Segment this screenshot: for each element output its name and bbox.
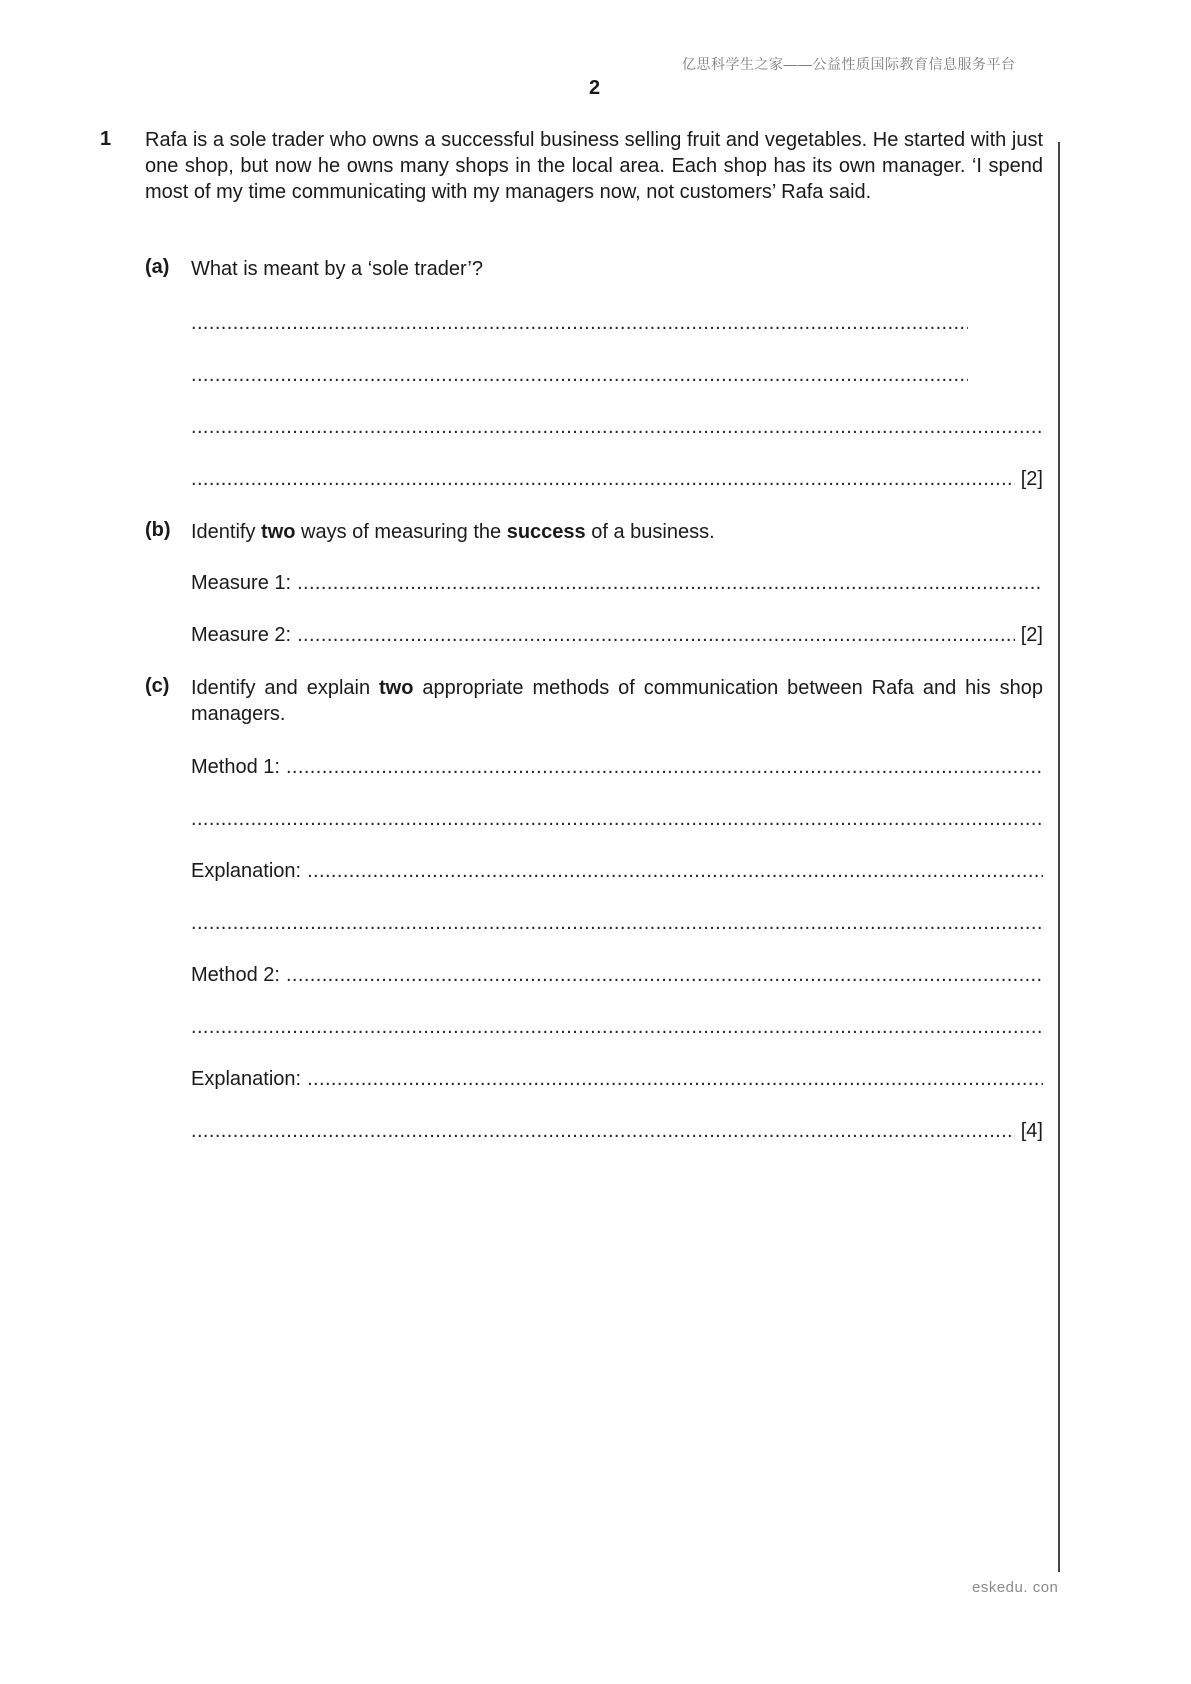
part-a-label: (a) <box>145 256 170 278</box>
header-watermark: 亿思科学生之家——公益性质国际教育信息服务平台 <box>682 56 1016 72</box>
question-stem: Rafa is a sole trader who owns a successful business selling fruit and vegetables. He started with just one shop, but now he owns many shops in the local area. Each shop has its own manager. ‘I spend most of my time communicating with my managers now, not customers’ Rafa said. <box>145 129 1043 203</box>
question-number: 1 <box>100 128 112 150</box>
explanation-1-label: Explanation: <box>191 860 302 882</box>
answer-line-a4[interactable] <box>191 467 1043 491</box>
measure-1-label: Measure 1: <box>191 572 292 594</box>
measure-2-label: Measure 2: <box>191 624 292 646</box>
measure-1-line[interactable] <box>191 571 1043 595</box>
footer-watermark: eskedu. con <box>972 1579 1059 1596</box>
part-b-marks: [2] <box>1020 624 1043 646</box>
page-number: 2 <box>589 77 601 99</box>
answer-line-a1[interactable] <box>191 311 968 335</box>
answer-line-a2[interactable] <box>191 363 968 387</box>
explanation-2-label: Explanation: <box>191 1068 302 1090</box>
measure-2-line[interactable] <box>191 623 1043 647</box>
part-a-question: What is meant by a ‘sole trader’? <box>191 258 483 280</box>
part-c-label: (c) <box>145 675 170 697</box>
method-1-label: Method 1: <box>191 756 280 778</box>
part-c-question: Identify and explain two appropriate methods of communication between Rafa and his shop managers. <box>191 677 1044 725</box>
explanation-2-line[interactable] <box>191 1067 1043 1091</box>
answer-line-c8[interactable] <box>191 1119 1043 1143</box>
part-c-marks: [4] <box>1020 1120 1043 1142</box>
method-2-line[interactable] <box>191 963 1043 987</box>
answer-line-c4[interactable] <box>191 911 1043 935</box>
method-1-line[interactable] <box>191 755 1043 779</box>
part-a-marks: [2] <box>1020 468 1043 490</box>
part-b-label: (b) <box>145 519 171 541</box>
margin-line <box>1058 142 1060 1572</box>
answer-line-a3[interactable] <box>191 415 1043 439</box>
answer-line-c2[interactable] <box>191 807 1043 831</box>
part-b-question: Identify two ways of measuring the success of a business. <box>191 521 715 543</box>
explanation-1-line[interactable] <box>191 859 1043 883</box>
answer-line-c6[interactable] <box>191 1015 1043 1039</box>
method-2-label: Method 2: <box>191 964 280 986</box>
